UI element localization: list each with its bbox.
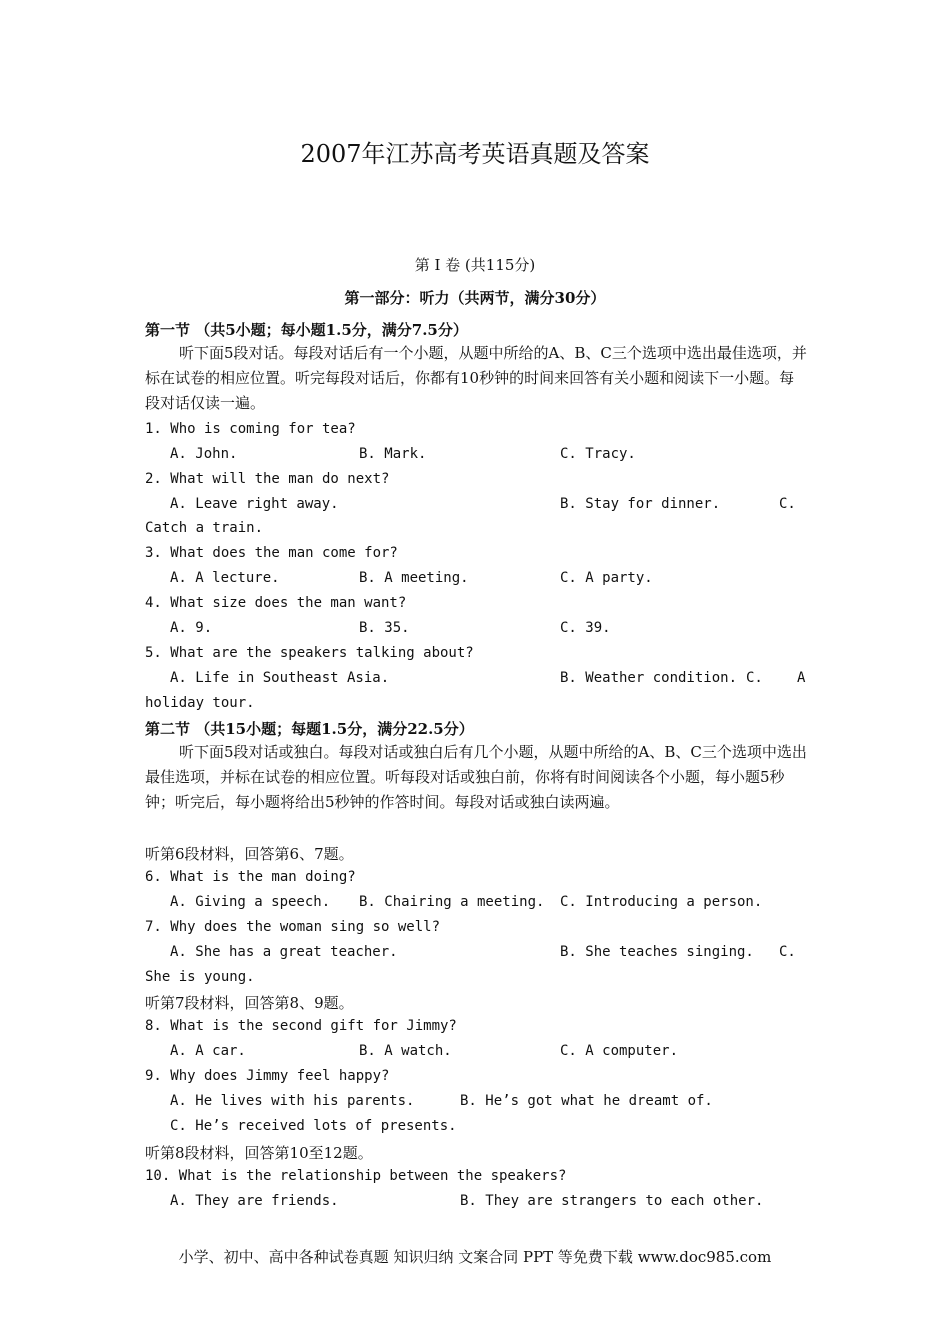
q1-option-c: C. Tracy. [560, 446, 636, 462]
q7-option-a: A. She has a great teacher. [170, 944, 398, 960]
section2-instructions: 听下面5段对话或独白。每段对话或独白后有几个小题，从题中所给的A、B、C三个选项中选出最佳选项，并标在试卷的相应位置。听每段对话或独白前，你将有时间阅读各个小题，每小题5秒钟；听完后，每小题将给出5秒钟的作答时间。每段对话或独白读两遍。 [145, 743, 807, 811]
q3-option-a: A. A lecture. [170, 570, 280, 586]
q5-option-c-text: holiday tour. [145, 695, 255, 711]
q7-stem: 7. Why does the woman sing so well? [145, 919, 441, 935]
q2-stem: 2. What will the man do next? [145, 471, 390, 487]
q7-option-c-text: She is young. [145, 969, 255, 985]
q10-option-a: A. They are friends. [170, 1193, 339, 1209]
q1-stem: 1. Who is coming for tea? [145, 421, 356, 437]
q8-stem: 8. What is the second gift for Jimmy? [145, 1018, 457, 1034]
q6-option-a: A. Giving a speech. [170, 894, 331, 910]
material6-heading: 听第6段材料，回答第6、7题。 [145, 845, 354, 863]
q5-option-c: C. [746, 670, 763, 686]
q5-option-c-word: A [797, 670, 806, 686]
q7-option-c: C. [779, 944, 796, 960]
q6-option-b: B. Chairing a meeting. [359, 894, 545, 910]
q3-option-b: B. A meeting. [359, 570, 469, 586]
q4-option-c: C. 39. [560, 620, 611, 636]
material8-heading: 听第8段材料，回答第10至12题。 [145, 1144, 373, 1162]
q9-option-a: A. He lives with his parents. [170, 1093, 415, 1109]
page-footer: 小学、初中、高中各种试卷真题 知识归纳 文案合同 PPT 等免费下载 www.doc985.com [178, 1248, 772, 1266]
volume-heading: 第 I 卷 (共115分) [414, 256, 536, 274]
q2-option-b: B. Stay for dinner. [560, 496, 721, 512]
q7-option-b: B. She teaches singing. [560, 944, 754, 960]
section2-heading: 第二节 （共15小题；每题1.5分，满分22.5分） [145, 720, 474, 738]
q4-stem: 4. What size does the man want? [145, 595, 407, 611]
q6-option-c: C. Introducing a person. [560, 894, 763, 910]
q1-option-a: A. John. [170, 446, 238, 462]
q10-stem: 10. What is the relationship between the speakers? [145, 1168, 567, 1184]
part1-heading: 第一部分：听力（共两节，满分30分） [344, 289, 606, 307]
q4-option-b: B. 35. [359, 620, 410, 636]
q6-stem: 6. What is the man doing? [145, 869, 356, 885]
q9-option-c: C. He’s received lots of presents. [170, 1118, 457, 1134]
q4-option-a: A. 9. [170, 620, 213, 636]
q2-option-a: A. Leave right away. [170, 496, 339, 512]
q10-option-b: B. They are strangers to each other. [460, 1193, 764, 1209]
document-title: 2007年江苏高考英语真题及答案 [300, 140, 650, 168]
q9-option-b: B. He’s got what he dreamt of. [460, 1093, 713, 1109]
q1-option-b: B. Mark. [359, 446, 427, 462]
section1-heading: 第一节 （共5小题；每小题1.5分，满分7.5分） [145, 321, 468, 339]
material7-heading: 听第7段材料，回答第8、9题。 [145, 994, 354, 1012]
q8-option-c: C. A computer. [560, 1043, 679, 1059]
q5-option-b: B. Weather condition. [560, 670, 738, 686]
section1-instructions: 听下面5段对话。每段对话后有一个小题，从题中所给的A、B、C三个选项中选出最佳选项，并标在试卷的相应位置。听完每段对话后，你都有10秒钟的时间来回答有关小题和阅读下一小题。每段对话仅读一遍。 [145, 344, 807, 412]
q2-option-c: C. [779, 496, 796, 512]
q5-option-a: A. Life in Southeast Asia. [170, 670, 390, 686]
q9-stem: 9. Why does Jimmy feel happy? [145, 1068, 390, 1084]
q3-stem: 3. What does the man come for? [145, 545, 398, 561]
q8-option-b: B. A watch. [359, 1043, 452, 1059]
q3-option-c: C. A party. [560, 570, 653, 586]
q5-stem: 5. What are the speakers talking about? [145, 645, 474, 661]
q8-option-a: A. A car. [170, 1043, 246, 1059]
q2-option-c-text: Catch a train. [145, 520, 264, 536]
